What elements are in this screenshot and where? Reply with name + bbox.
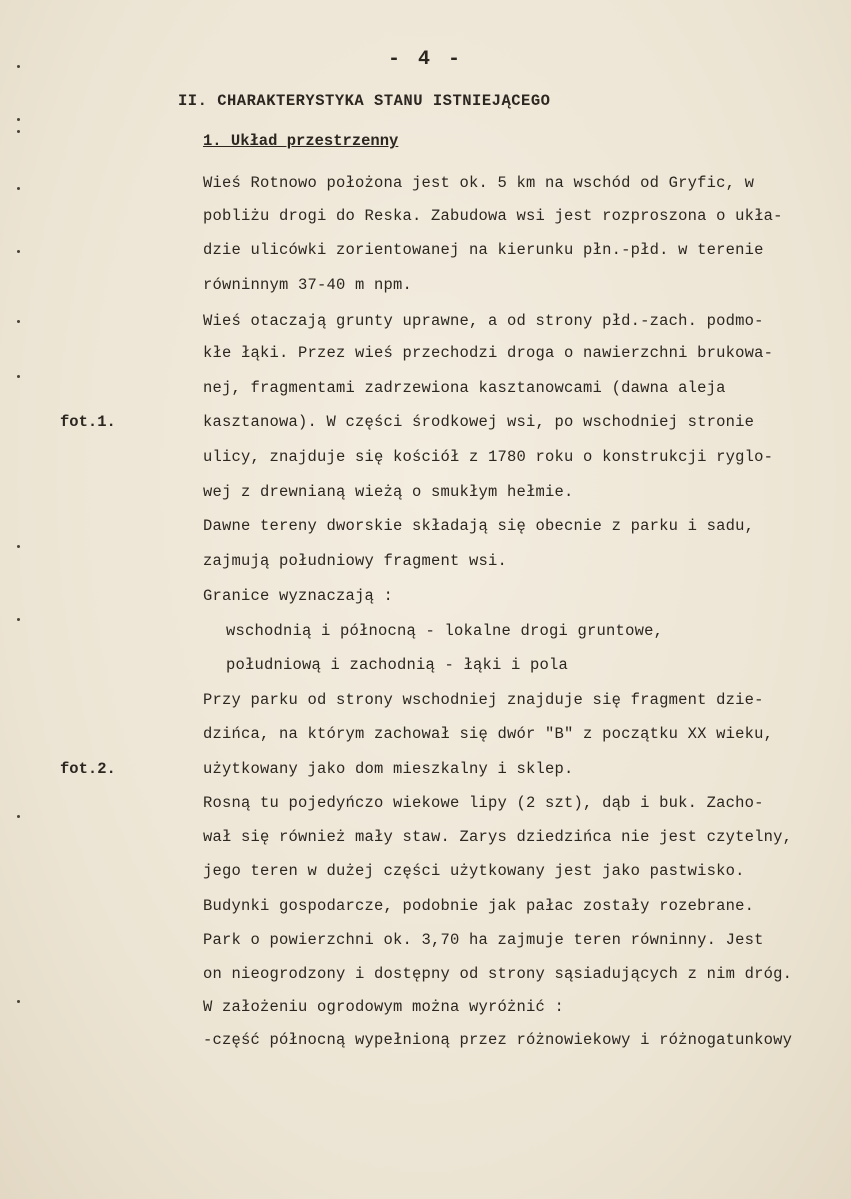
- body-text-line: Dawne tereny dworskie składają się obecnie z parku i sadu,: [203, 517, 755, 535]
- body-text-line: Granice wyznaczają :: [203, 587, 394, 605]
- body-text-line: Przy parku od strony wschodniej znajduje się fragment dzie-: [203, 691, 764, 709]
- body-text-line: dzińca, na którym zachował się dwór "B" z początku XX wieku,: [203, 725, 774, 743]
- body-text-line: -część północną wypełnioną przez różnowiekowy i różnogatunkowy: [203, 1031, 793, 1049]
- body-text-line: Wieś Rotnowo położona jest ok. 5 km na wschód od Gryfic, w: [203, 174, 755, 192]
- binder-hole-mark: [17, 1000, 20, 1003]
- binder-hole-mark: [17, 118, 20, 121]
- binder-hole-mark: [17, 545, 20, 548]
- body-text-line: wschodnią i północną - lokalne drogi gruntowe,: [226, 622, 664, 640]
- section-heading: II. CHARAKTERYSTYKA STANU ISTNIEJĄCEGO: [178, 92, 551, 110]
- body-text-line: wej z drewnianą wieżą o smukłym hełmie.: [203, 483, 574, 501]
- binder-hole-mark: [17, 618, 20, 621]
- body-text-line: Park o powierzchni ok. 3,70 ha zajmuje teren równinny. Jest: [203, 931, 764, 949]
- body-text-line: on nieogrodzony i dostępny od strony sąsiadujących z nim dróg.: [203, 965, 793, 983]
- body-text-line: Budynki gospodarcze, podobnie jak pałac zostały rozebrane.: [203, 897, 755, 915]
- margin-note-photo-ref: fot.1.: [60, 413, 116, 431]
- margin-note-photo-ref: fot.2.: [60, 760, 116, 778]
- body-text-line: zajmują południowy fragment wsi.: [203, 552, 508, 570]
- body-text-line: użytkowany jako dom mieszkalny i sklep.: [203, 760, 574, 778]
- binder-hole-mark: [17, 320, 20, 323]
- body-text-line: wał się również mały staw. Zarys dziedzińca nie jest czytelny,: [203, 828, 793, 846]
- body-text-line: W założeniu ogrodowym można wyróżnić :: [203, 998, 565, 1016]
- body-text-line: nej, fragmentami zadrzewiona kasztanowcami (dawna aleja: [203, 379, 726, 397]
- body-text-line: południową i zachodnią - łąki i pola: [226, 656, 569, 674]
- body-text-line: ulicy, znajduje się kościół z 1780 roku o konstrukcji ryglo-: [203, 448, 774, 466]
- body-text-line: pobliżu drogi do Reska. Zabudowa wsi jest rozproszona o ukła-: [203, 207, 783, 225]
- body-text-line: dzie ulicówki zorientowanej na kierunku płn.-płd. w terenie: [203, 241, 764, 259]
- body-text-line: Wieś otaczają grunty uprawne, a od strony płd.-zach. podmo-: [203, 312, 764, 330]
- body-text-line: jego teren w dużej części użytkowany jest jako pastwisko.: [203, 862, 745, 880]
- body-text-line: równinnym 37-40 m npm.: [203, 276, 413, 294]
- body-text-line: Rosną tu pojedyńczo wiekowe lipy (2 szt), dąb i buk. Zacho-: [203, 794, 764, 812]
- body-text-line: kasztanowa). W części środkowej wsi, po wschodniej stronie: [203, 413, 755, 431]
- binder-hole-mark: [17, 130, 20, 133]
- binder-hole-mark: [17, 187, 20, 190]
- binder-hole-mark: [17, 375, 20, 378]
- subsection-heading: 1. Układ przestrzenny: [203, 132, 399, 150]
- binder-hole-mark: [17, 815, 20, 818]
- body-text-line: kłe łąki. Przez wieś przechodzi droga o nawierzchni brukowa-: [203, 344, 774, 362]
- page-number: - 4 -: [387, 48, 463, 71]
- binder-hole-mark: [17, 250, 20, 253]
